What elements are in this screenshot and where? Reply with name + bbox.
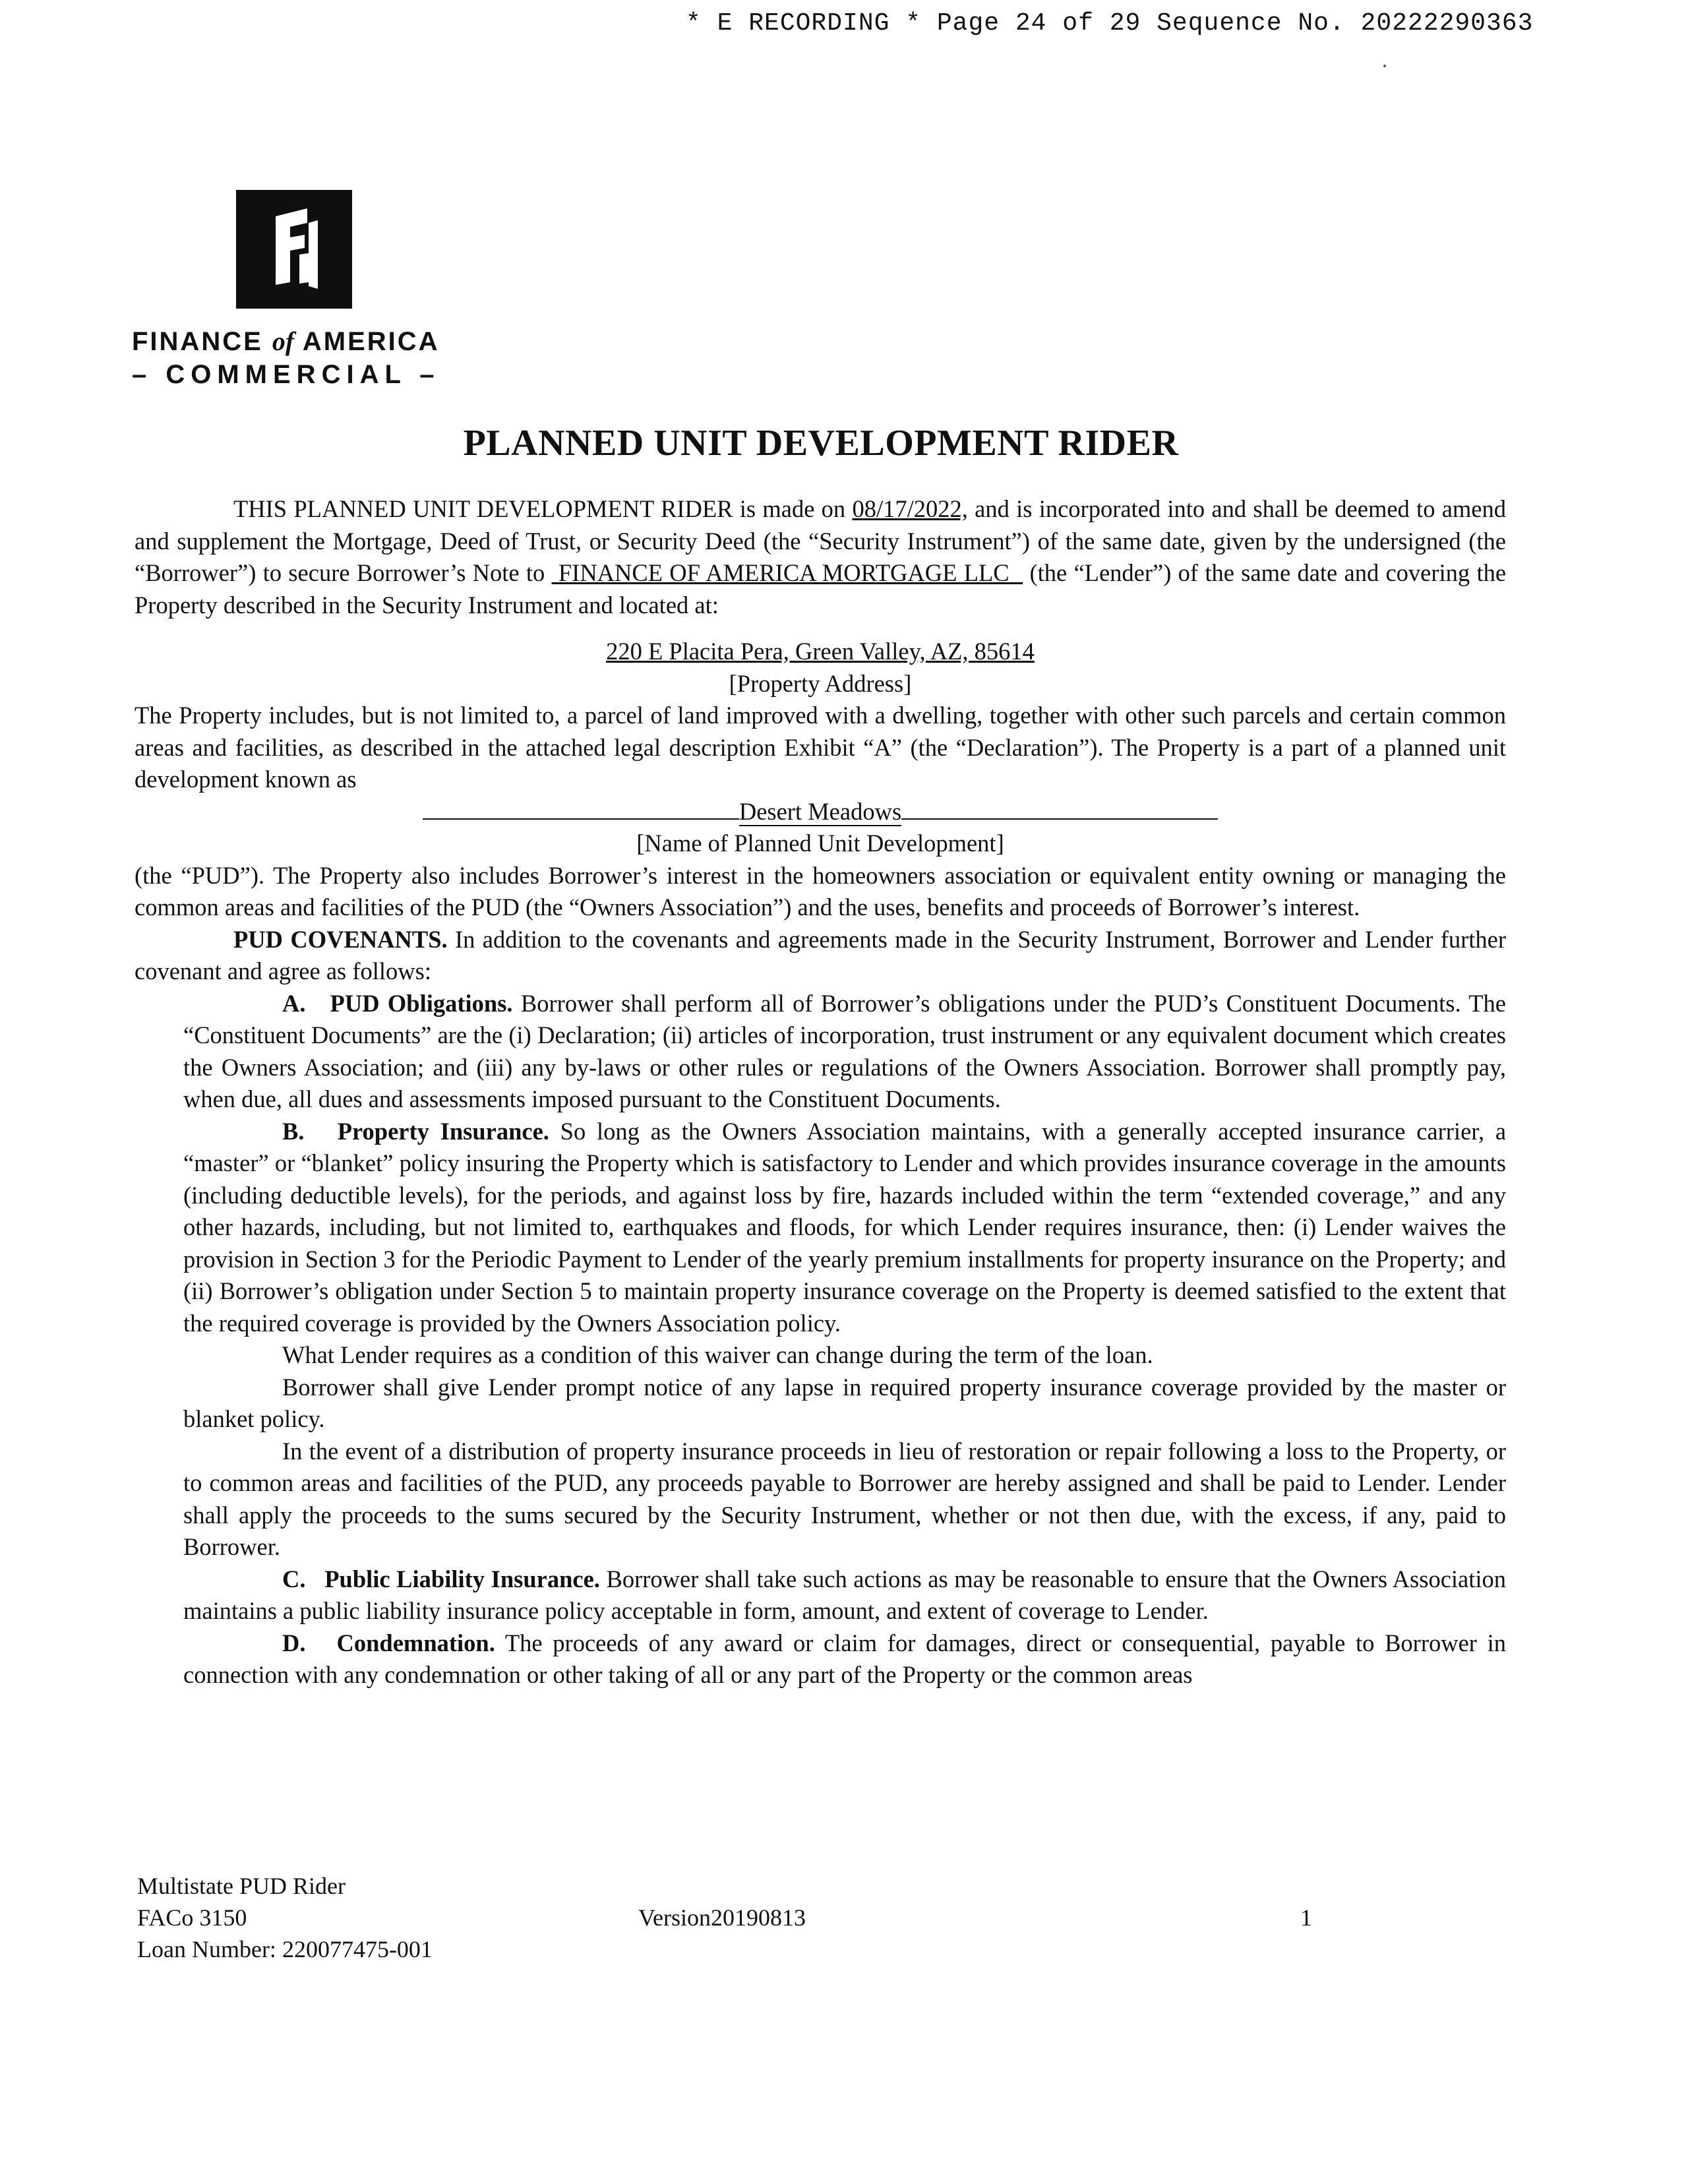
property-paragraph: The Property includes, but is not limited to, a parcel of land improved with a dwelling, together with other such parcels and certain common areas and facilities, as described in the attached legal description Exhibit “A” (the “Declaration”). The Property is a part of a planned unit development known as (135, 702, 1506, 793)
lender-name: FINANCE OF AMERICA MORTGAGE LLC (558, 559, 1010, 586)
property-address-label: [Property Address] (729, 669, 912, 697)
section-b-paragraph-3: Borrower shall give Lender prompt notice of any lapse in required property insurance coverage provided by the master or blanket policy. (183, 1373, 1506, 1432)
covenants-text: In addition to the covenants and agreements made in the Security Instrument, Borrower and Lender further covenant and agree as follows: (135, 925, 1507, 985)
brand-line-1 (132, 326, 440, 357)
section-c (135, 1563, 1506, 1627)
section-b-paragraph (183, 1116, 1506, 1340)
covenants-paragraph (135, 924, 1506, 988)
pud-name-underline-left (423, 818, 739, 820)
finance-of-america-logo (236, 190, 352, 309)
pud-name: Desert Meadows (738, 797, 902, 825)
section-b-letter: B. (282, 1117, 305, 1145)
intro-paragraph (135, 493, 1506, 621)
intro-text-1: THIS PLANNED UNIT DEVELOPMENT RIDER is made on (233, 495, 846, 522)
section-d-letter: D. (282, 1629, 306, 1656)
rider-date: 08/17/2022, (852, 495, 968, 522)
section-b-paragraph-2: What Lender requires as a condition of this waiver can change during the term of the loan. (282, 1341, 1153, 1368)
section-d-text: The proceeds of any award or claim for damages, direct or consequential, payable to Borrower in connection with any condemnation or other taking of all or any part of the Property or the common areas (183, 1629, 1507, 1688)
section-b (135, 1116, 1506, 1563)
footer-form-code: FACo 3150 (137, 1904, 247, 1931)
section-a (135, 988, 1506, 1116)
lender-name-field (552, 559, 1023, 586)
section-c-paragraph (183, 1563, 1506, 1627)
brand-word-america: AMERICA (302, 327, 440, 356)
section-c-letter: C. (282, 1565, 306, 1592)
covenants-heading: PUD COVENANTS. (233, 925, 448, 953)
brand-line-2: – COMMERCIAL – (132, 360, 440, 389)
footer-form-info (137, 1870, 433, 1965)
pud-name-underline-right (901, 818, 1218, 820)
section-d-heading: Condemnation. (336, 1629, 495, 1656)
document-body (135, 493, 1506, 1691)
property-address: 220 E Placita Pera, Green Valley, AZ, 85614 (606, 638, 1035, 665)
intro-text-2: and is incorporated into and shall be deemed to amend and supplement the Mortgage, Deed of Trust, or Security Deed (the “Security Instrument”) of the same date, given by the undersigned (the “Borrower”) to secure Borrower’s Note to (135, 495, 1507, 586)
section-c-text: Borrower shall take such actions as may be reasonable to ensure that the Owners Association maintains a public liability insurance policy acceptable in form, amount, and extent of coverage to Lender. (183, 1565, 1507, 1624)
scan-speck (1383, 65, 1386, 67)
section-d (135, 1627, 1506, 1691)
pud-name-label: [Name of Planned Unit Development] (636, 830, 1004, 857)
intro-text-3: (the “Lender”) of the same date and covering the Property described in the Security Instrument and located at: (135, 559, 1507, 619)
brand-word-of: of (272, 326, 295, 356)
pud-paragraph: (the “PUD”). The Property also includes Borrower’s interest in the homeowners association or equivalent entity owning or managing the common areas and facilities of the PUD (the “Owners Association”) and the uses, benefits and proceeds of Borrower’s interest. (135, 861, 1506, 921)
recording-header: * E RECORDING * Page 24 of 29 Sequence No. 20222290363 (686, 9, 1534, 38)
section-b-text: So long as the Owners Association maintains, with a generally accepted insurance carrier, a “master” or “blanket” policy insuring the Property which is satisfactory to Lender and which provides insurance coverage in the amounts (including deductible levels), for the periods, and against loss by fire, hazards included within the term “extended coverage,” and any other hazards, including, but not limited to, earthquakes and floods, for which Lender requires insurance, then: (i) Lender waives the provision in Section 3 for the Periodic Payment to Lender of the yearly premium installments for property insurance on the Property; and (ii) Borrower’s obligation under Section 5 to maintain property insurance coverage on the Property is deemed satisfied to the extent that the required coverage is provided by the Owners Association policy. (183, 1117, 1507, 1337)
brand-word-finance: FINANCE (132, 327, 263, 356)
section-a-heading: PUD Obligations. (330, 989, 513, 1017)
footer-version: Version20190813 (638, 1904, 806, 1931)
footer-page-number: 1 (1300, 1904, 1312, 1931)
property-address-block (135, 636, 1506, 668)
footer-form-name: Multistate PUD Rider (137, 1873, 346, 1899)
pud-name-block (135, 796, 1506, 828)
section-b-paragraph-4: In the event of a distribution of property insurance proceeds in lieu of restoration or repair following a loss to the Property, or to common areas and facilities of the PUD, any proceeds payable to Borrower are hereby assigned and shall be paid to Lender. Lender shall apply the proceeds to the sums secured by the Security Instrument, whether or not then due, with the excess, if any, paid to Borrower. (183, 1437, 1506, 1560)
section-a-paragraph (183, 988, 1506, 1116)
section-b-heading: Property Insurance. (337, 1117, 549, 1145)
page-title: PLANNED UNIT DEVELOPMENT RIDER (463, 423, 1179, 464)
fa-logo-icon (236, 190, 352, 309)
section-a-text: Borrower shall perform all of Borrower’s obligations under the PUD’s Constituent Documents. The “Constituent Documents” are the (i) Declaration; (ii) articles of incorporation, trust instrument or any equivalent document which creates the Owners Association; and (iii) any by-laws or other rules or regulations of the Owners Association. Borrower shall promptly pay, when due, all dues and assessments imposed pursuant to the Constituent Documents. (183, 989, 1507, 1112)
section-d-paragraph (183, 1627, 1506, 1691)
footer-loan-number: Loan Number: 220077475-001 (137, 1936, 433, 1962)
section-c-heading: Public Liability Insurance. (324, 1565, 600, 1592)
section-a-letter: A. (282, 989, 306, 1017)
